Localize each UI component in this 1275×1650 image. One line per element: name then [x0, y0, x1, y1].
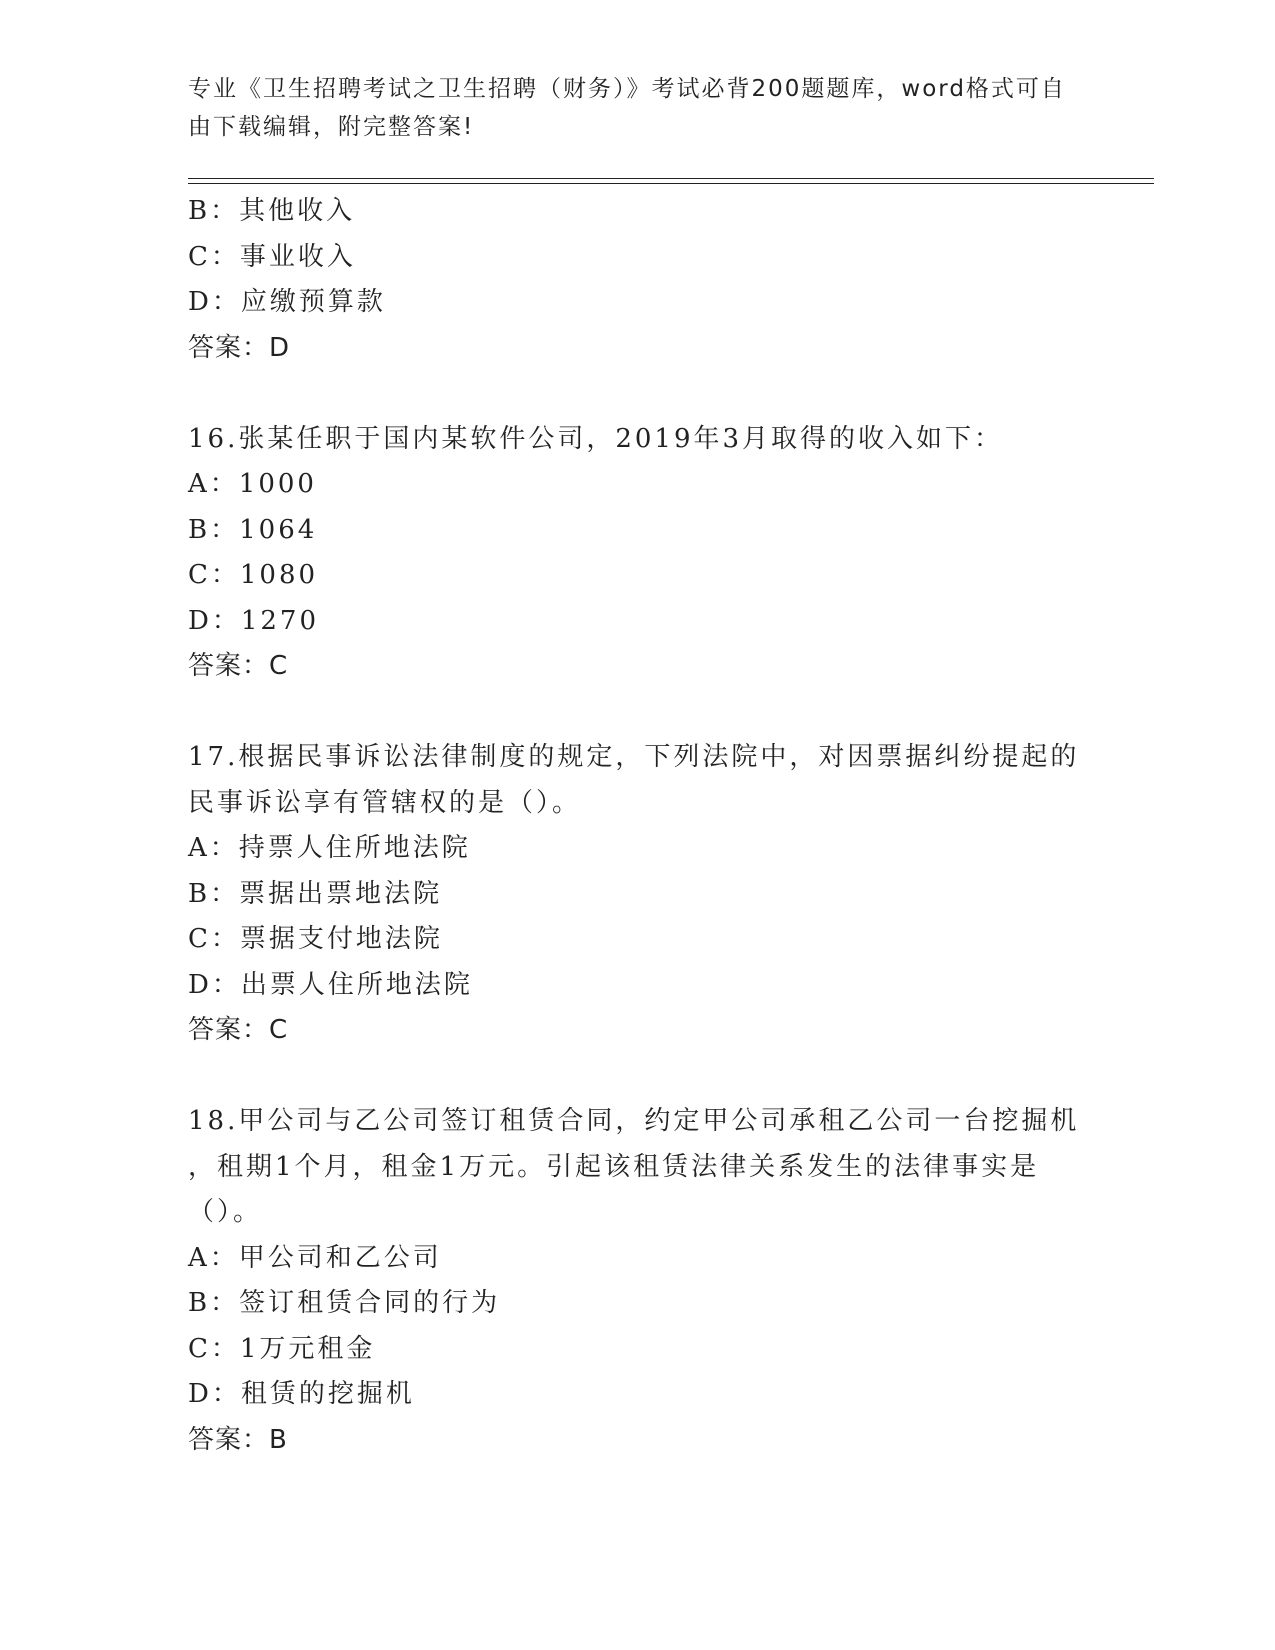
header-rule-top: [188, 178, 1154, 179]
option-d: D：1270: [188, 605, 320, 636]
question-stem-line-1: 17.根据民事诉讼法律制度的规定，下列法院中，对因票据纠纷提起的: [188, 742, 1080, 772]
option-c: C：1万元租金: [188, 1333, 376, 1364]
option-d: D：出票人住所地法院: [188, 969, 473, 1000]
option-d: D：应缴预算款: [188, 287, 386, 317]
spacer: [188, 371, 1088, 417]
question-content: [188, 189, 1088, 1463]
option-d: D：租赁的挖掘机: [188, 1379, 415, 1409]
option-b: B：1064: [188, 514, 318, 545]
option-a: A：甲公司和乙公司: [188, 1242, 442, 1273]
option-a: A：1000: [188, 469, 317, 499]
question-stem-line-1: 18.甲公司与乙公司签订租赁合同，约定甲公司承租乙公司一台挖掘机: [188, 1106, 1080, 1136]
question-stem-line-3: （）。: [188, 1197, 263, 1227]
answer-line: 答案：C: [188, 651, 289, 681]
spacer: [188, 1054, 1088, 1100]
header-rule-bottom: [188, 183, 1154, 184]
question-16: [188, 417, 1088, 690]
document-header: 专业《卫生招聘考试之卫生招聘（财务）》考试必背200题题库，word格式可自由下载编辑，附完整答案!: [188, 76, 1066, 140]
option-b: B：其他收入: [188, 196, 356, 226]
question-stem: 16.张某任职于国内某软件公司，2019年3月取得的收入如下：: [188, 423, 1004, 454]
question-15-tail: [188, 189, 1088, 371]
question-stem-line-2: 民事诉讼享有管辖权的是（）。: [188, 787, 582, 818]
answer-line: 答案：B: [188, 1424, 288, 1455]
option-b: B：签订租赁合同的行为: [188, 1288, 501, 1318]
spacer: [188, 690, 1088, 736]
question-stem-line-2: ，租期1个月，租金1万元。引起该租赁法律关系发生的法律事实是: [188, 1151, 1040, 1182]
question-18: [188, 1099, 1088, 1463]
question-17: [188, 735, 1088, 1054]
option-b: B：票据出票地法院: [188, 878, 443, 909]
answer-line: 答案：D: [188, 332, 291, 363]
option-a: A：持票人住所地法院: [188, 833, 471, 863]
option-c: C：票据支付地法院: [188, 924, 443, 954]
answer-line: 答案：C: [188, 1015, 289, 1045]
option-c: C：事业收入: [188, 241, 356, 272]
option-c: C：1080: [188, 560, 319, 590]
